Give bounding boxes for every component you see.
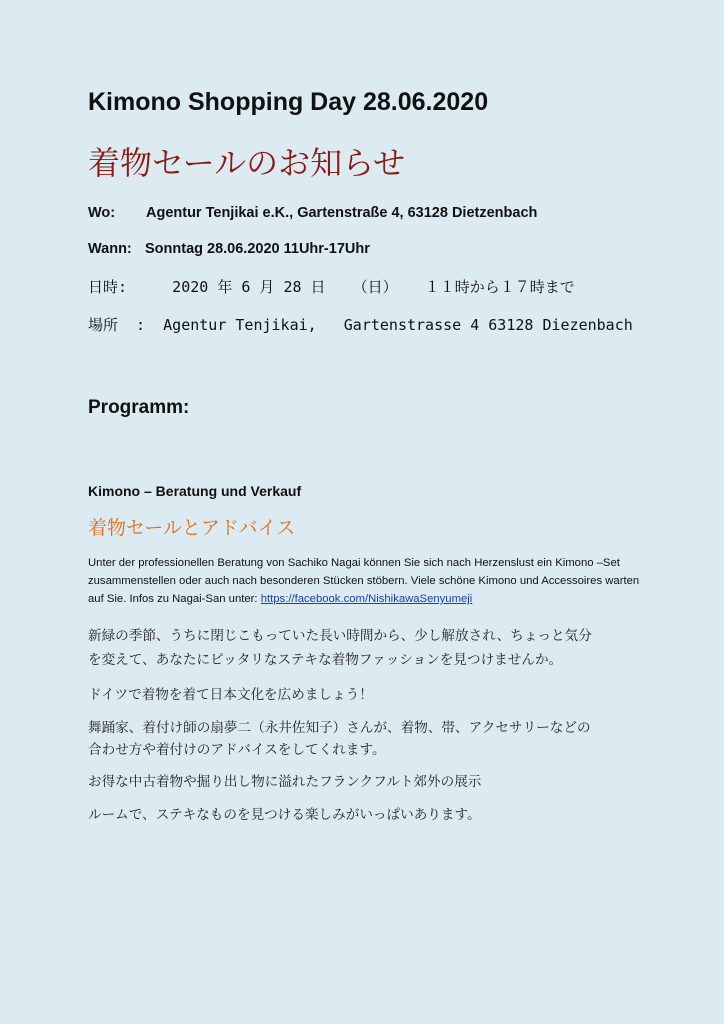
section-title-japanese: 着物セールとアドバイス <box>88 517 296 539</box>
jp-paragraph-line: ルームで、ステキなものを見つける楽しみがいっぱいあります。 <box>88 807 481 823</box>
date-line-japanese: 日時: 2020 年 6 月 28 日 （日） １１時から１７時まで <box>88 278 575 296</box>
date-value: Sonntag 28.06.2020 11Uhr-17Uhr <box>145 241 370 257</box>
jp-paragraph-line: お得な中古着物や掘り出し物に溢れたフランクフルト郊外の展示 <box>88 774 482 790</box>
jp-paragraph-line: 舞踊家、着付け師の扇夢二（永井佐知子）さんが、着物、帯、アクセサリーなどの <box>88 720 591 736</box>
location-line-japanese: 場所 : Agentur Tenjikai, Gartenstrasse 4 63128 Diezenbach <box>88 316 633 334</box>
jp-paragraph-line: を変えて、あなたにピッタリなステキな着物ファッションを見つけませんか。 <box>88 652 563 668</box>
date-line <box>88 241 370 257</box>
location-value: Agentur Tenjikai e.K., Gartenstraße 4, 63128 Dietzenbach <box>146 205 538 221</box>
section-title: Kimono – Beratung und Verkauf <box>88 483 302 499</box>
location-line <box>88 205 537 221</box>
description-paragraph <box>88 554 648 608</box>
date-label: Wann: <box>88 241 132 257</box>
event-title-japanese: 着物セールのお知らせ <box>88 144 406 182</box>
facebook-link[interactable]: https://facebook.com/NishikawaSenyumeji <box>260 593 473 605</box>
jp-paragraph-line: 合わせ方や着付けのアドバイスをしてくれます。 <box>88 742 386 758</box>
event-title: Kimono Shopping Day 28.06.2020 <box>88 88 489 116</box>
program-heading: Programm: <box>88 397 190 418</box>
location-label: Wo: <box>88 205 116 221</box>
description-text: Unter der professionellen Beratung von Sachiko Nagai können Sie sich nach Herzenslust ein Kimono –Set zusammenstellen oder auch nach besonderen Stücken stöbern. Viele schöne Kimono und Accessoires warten auf Sie. Infos zu Nagai-San unter: <box>88 557 640 605</box>
jp-paragraph-line: 新緑の季節、うちに閉じこもっていた長い時間から、少し解放され、ちょっと気分 <box>88 628 592 644</box>
jp-paragraph-line: ドイツで着物を着て日本文化を広めましょう！ <box>88 687 373 703</box>
